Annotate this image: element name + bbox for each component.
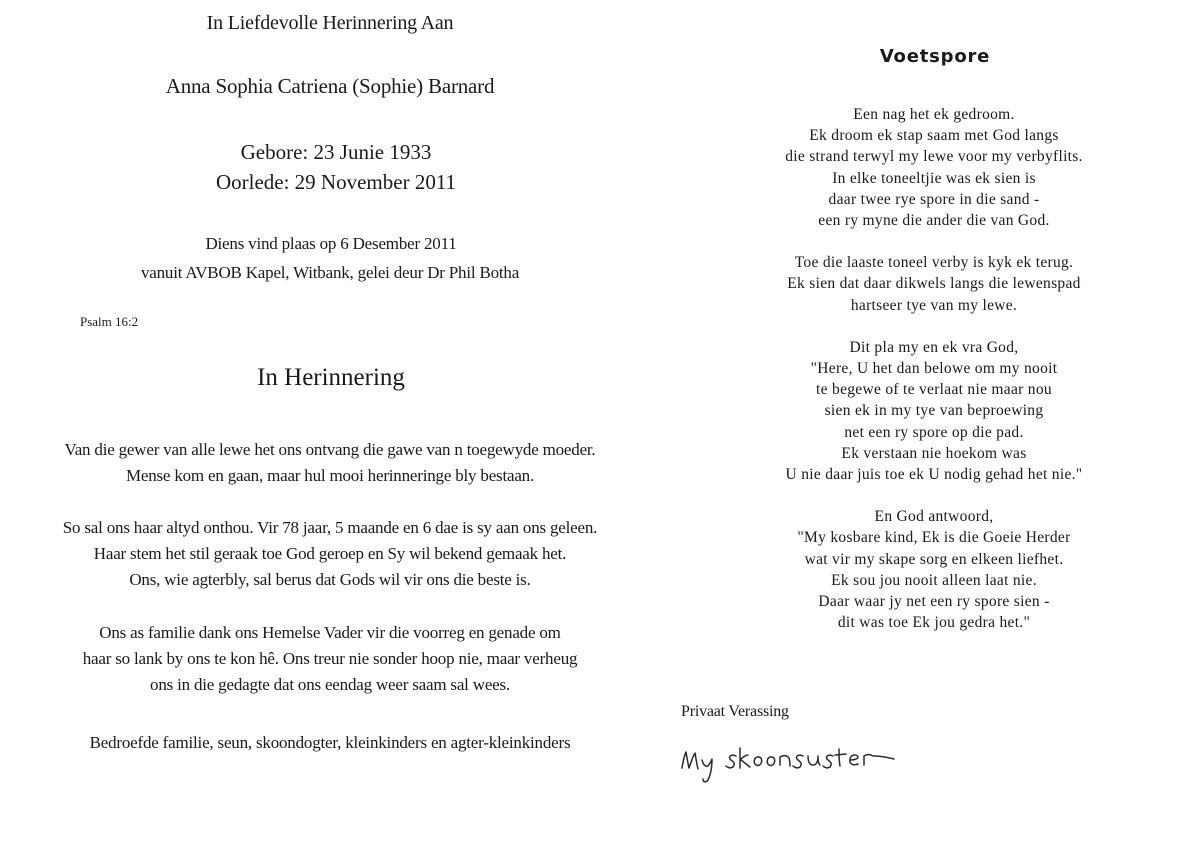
birth-date: Gebore: 23 Junie 1933: [240, 140, 432, 164]
poem-line: hartseer tye van my lewe.: [850, 296, 1018, 314]
poem-line: "Here, U het dan belowe om my nooit: [810, 360, 1058, 378]
poem-line: En God antwoord,: [874, 508, 994, 526]
service-line-2: vanuit AVBOB Kapel, Witbank, gelei deur Dr Phil Botha: [140, 263, 520, 282]
poem-line: Ek droom ek stap saam met God langs: [809, 127, 1059, 145]
poem-line: Toe die laaste toneel verby is kyk ek terug.: [794, 254, 1074, 272]
poem-line: net een ry spore op die pad.: [844, 423, 1024, 441]
poem-line: Ek verstaan nie hoekom was: [841, 444, 1027, 462]
poem-line: daar twee rye spore in die sand -: [828, 190, 1040, 208]
paragraph-line: Ons, wie agterbly, sal berus dat Gods wil vir ons die beste is.: [129, 570, 531, 589]
poem-stanza: [785, 337, 1083, 485]
poem-line: In elke toneeltjie was ek sien is: [832, 169, 1036, 187]
paragraph: [65, 437, 596, 489]
death-date: Oorlede: 29 November 2011: [215, 170, 457, 194]
service-line-1: Diens vind plaas op 6 Desember 2011: [205, 234, 457, 253]
poem-line: sien ek in my tye van beproewing: [824, 402, 1044, 420]
poem-line: "My kosbare kind, Ek is die Goeie Herder: [797, 529, 1071, 547]
paragraph-line: Haar stem het stil geraak toe God geroep en Sy wil bekend gemaak het.: [93, 544, 567, 563]
poem-line: Ek sou jou nooit alleen laat nie.: [831, 571, 1037, 589]
psalm-reference: Psalm 16:2: [80, 314, 139, 329]
family-signoff: [90, 730, 571, 756]
poem-line: Daar waar jy net een ry spore sien -: [818, 593, 1050, 611]
poem-stanza: [785, 104, 1083, 231]
poem-line: die strand terwyl my lewe voor my verbyflits.: [785, 148, 1083, 166]
deceased-name: Anna Sophia Catriena (Sophie) Barnard: [165, 74, 495, 98]
poem-line: Ek sien dat daar dikwels langs die lewenspad: [787, 275, 1081, 293]
poem-line: te begewe of te verlaat nie maar nou: [816, 381, 1052, 399]
poem-stanza: [785, 506, 1083, 633]
paragraph-line: Mense kom en gaan, maar hul mooi herinneringe bly bestaan.: [125, 466, 535, 485]
handwritten-signature: [676, 738, 908, 788]
poem: [785, 104, 1083, 654]
paragraph-line: ons in die gedagte dat ons eendag weer saam sal wees.: [150, 675, 510, 694]
poem-line: wat vir my skape sorg en elkeen liefhet.: [804, 550, 1064, 568]
paragraph-line: haar so lank by ons te kon hê. Ons treur nie sonder hoop nie, maar verheug: [82, 649, 578, 668]
poem-line: een ry myne die ander die van God.: [818, 212, 1050, 230]
paragraph-line: Bedroefde familie, seun, skoondogter, kleinkinders en agter-kleinkinders: [89, 733, 571, 752]
poem-stanza: [785, 252, 1083, 316]
paragraph-line: Van die gewer van alle lewe het ons ontvang die gawe van n toegewyde moeder.: [64, 440, 596, 459]
poem-line: Dit pla my en ek vra God,: [849, 338, 1019, 356]
paragraph-line: So sal ons haar altyd onthou. Vir 78 jaar, 5 maande en 6 dae is sy aan ons geleen.: [62, 518, 598, 537]
poem-line: dit was toe Ek jou gedra het.": [837, 614, 1031, 632]
poem-title: Voetspore: [879, 46, 991, 67]
sender-label: Privaat Verassing: [681, 703, 789, 720]
section-heading: In Herinnering: [257, 364, 405, 391]
paragraph: [83, 620, 578, 698]
paragraph: [63, 515, 597, 593]
intro-title: In Liefdevolle Herinnering Aan: [206, 12, 454, 34]
poem-line: U nie daar juis toe ek U nodig gehad het nie.": [785, 466, 1083, 484]
dates-block: [216, 137, 456, 197]
paragraph-line: Ons as familie dank ons Hemelse Vader vir die voorreg en genade om: [99, 623, 561, 642]
poem-line: Een nag het ek gedroom.: [853, 106, 1015, 123]
signature-drawing: [676, 738, 908, 788]
